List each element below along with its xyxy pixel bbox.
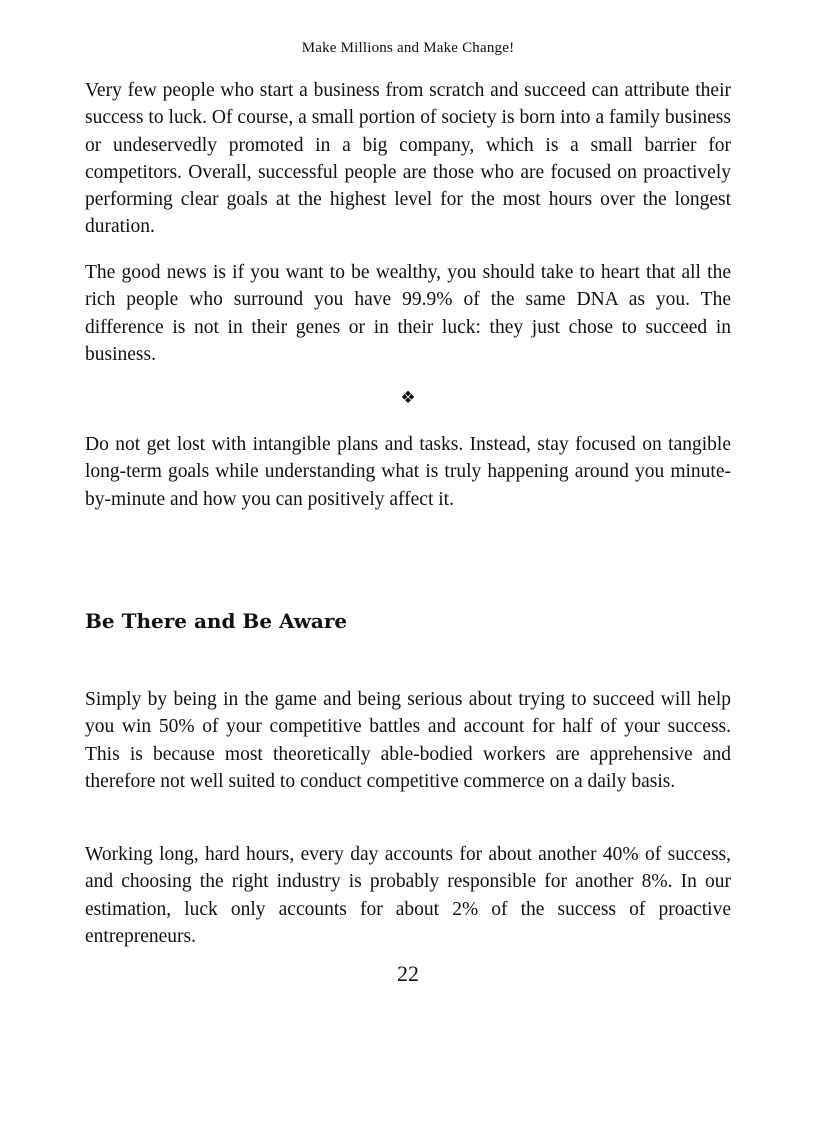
body-paragraph: Do not get lost with intangible plans and tasks. Instead, stay focused on tangible long-term goals while understanding what is truly happening around you minute-by-minute and how you can positively affect it. [85,434,731,510]
section-break-ornament: ❖ [400,388,416,408]
body-paragraph: Simply by being in the game and being serious about trying to succeed will help you win 50% of your competitive battles and account for half of your success. This is because most theoretically able-bodied workers are apprehensive and therefore not well suited to conduct competitive commerce on a daily basis. [85,689,731,792]
section-heading: Be There and Be Aware [85,609,348,633]
page-number: 22 [397,961,419,986]
body-paragraph: The good news is if you want to be wealthy, you should take to heart that all the rich people who surround you have 99.9% of the same DNA as you. The difference is not in their genes or in their luck: they just chose to succeed in business. [85,262,731,365]
body-paragraph: Very few people who start a business from scratch and succeed can attribute their success to luck. Of course, a small portion of society is born into a family business or undeservedly promoted in a big company, which is a small barrier for competitors. Overall, successful people are those who are focused on proactively performing clear goals at the highest level for the most hours over the longest duration. [85,80,731,238]
running-header: Make Millions and Make Change! [301,40,515,56]
body-paragraph: Working long, hard hours, every day accounts for about another 40% of success, and choosing the right industry is probably responsible for another 8%. In our estimation, luck only accounts for about 2% of the success of proactive entrepreneurs. [85,844,731,947]
